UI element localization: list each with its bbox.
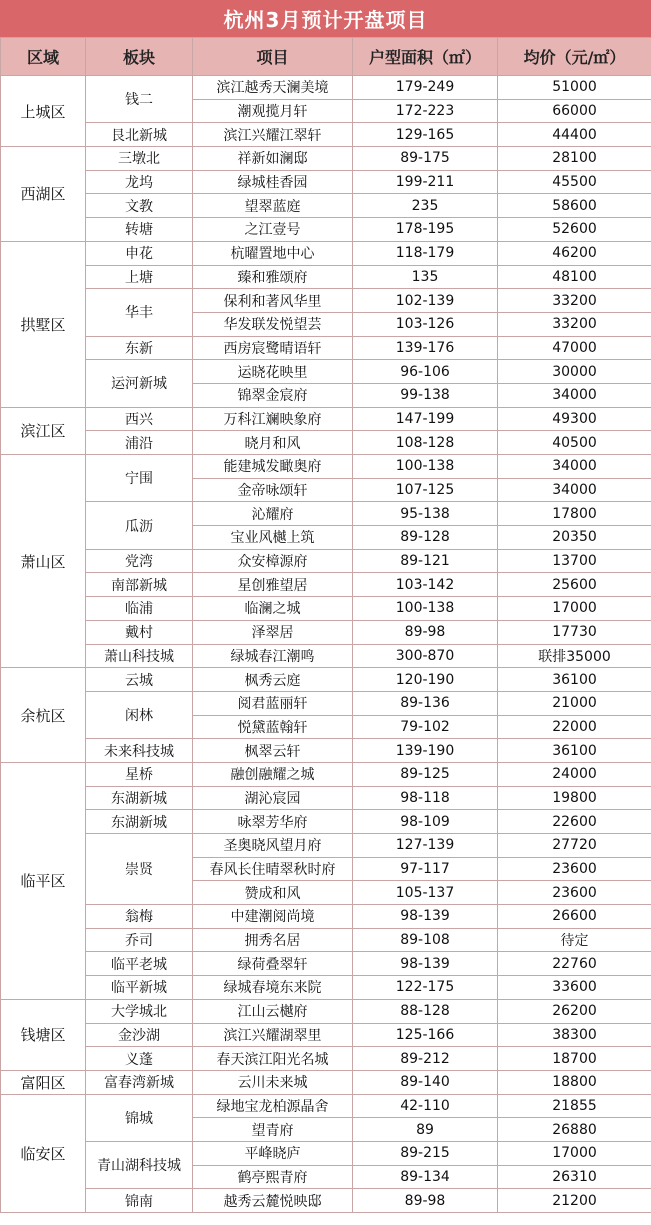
area-cell: 89-125 xyxy=(353,762,498,786)
price-cell: 18700 xyxy=(498,1047,651,1071)
project-cell: 春风长住晴翠秋时府 xyxy=(193,857,353,881)
price-cell: 36100 xyxy=(498,668,651,692)
block-cell: 锦城 xyxy=(86,1094,193,1141)
table-row xyxy=(1,691,651,715)
table-row xyxy=(1,502,651,526)
project-cell: 能建城发瞰奥府 xyxy=(193,455,353,479)
area-cell: 79-102 xyxy=(353,715,498,739)
block-cell: 临平新城 xyxy=(86,976,193,1000)
price-cell: 18800 xyxy=(498,1070,651,1094)
area-cell: 147-199 xyxy=(353,407,498,431)
price-cell: 34000 xyxy=(498,383,651,407)
project-cell: 拥秀名居 xyxy=(193,928,353,952)
district-cell: 西湖区 xyxy=(1,147,86,242)
table-row xyxy=(1,76,651,100)
price-cell: 28100 xyxy=(498,147,651,171)
area-cell: 89-175 xyxy=(353,147,498,171)
project-cell: 星创雅望居 xyxy=(193,573,353,597)
project-cell: 阅君蓝丽轩 xyxy=(193,691,353,715)
project-cell: 锦翠金宸府 xyxy=(193,383,353,407)
project-cell: 江山云樾府 xyxy=(193,999,353,1023)
project-cell: 晓月和风 xyxy=(193,431,353,455)
block-cell: 东湖新城 xyxy=(86,810,193,834)
price-cell: 33200 xyxy=(498,289,651,313)
project-cell: 春天滨江阳光名城 xyxy=(193,1047,353,1071)
block-cell: 三墩北 xyxy=(86,147,193,171)
project-cell: 西房宸鹭晴语轩 xyxy=(193,336,353,360)
project-cell: 泽翠居 xyxy=(193,620,353,644)
area-cell: 179-249 xyxy=(353,76,498,100)
project-cell: 华发联发悦望芸 xyxy=(193,312,353,336)
area-cell: 89-108 xyxy=(353,928,498,952)
project-cell: 运晓花映里 xyxy=(193,360,353,384)
block-cell: 大学城北 xyxy=(86,999,193,1023)
block-cell: 上塘 xyxy=(86,265,193,289)
price-cell: 30000 xyxy=(498,360,651,384)
area-cell: 118-179 xyxy=(353,241,498,265)
price-cell: 45500 xyxy=(498,170,651,194)
price-cell: 待定 xyxy=(498,928,651,952)
price-cell: 47000 xyxy=(498,336,651,360)
area-cell: 98-118 xyxy=(353,786,498,810)
block-cell: 锦南 xyxy=(86,1189,193,1213)
header-area: 户型面积（㎡） xyxy=(353,38,498,76)
table-row xyxy=(1,905,651,929)
block-cell: 运河新城 xyxy=(86,360,193,407)
price-cell: 34000 xyxy=(498,478,651,502)
project-cell: 鹤亭熙青府 xyxy=(193,1165,353,1189)
area-cell: 96-106 xyxy=(353,360,498,384)
project-cell: 滨江兴耀湖翠里 xyxy=(193,1023,353,1047)
project-cell: 绿城春江潮鸣 xyxy=(193,644,353,668)
area-cell: 89-212 xyxy=(353,1047,498,1071)
projects-table xyxy=(0,37,651,1213)
project-cell: 枫秀云庭 xyxy=(193,668,353,692)
area-cell: 89-140 xyxy=(353,1070,498,1094)
project-cell: 绿荷叠翠轩 xyxy=(193,952,353,976)
area-cell: 135 xyxy=(353,265,498,289)
project-cell: 之江壹号 xyxy=(193,218,353,242)
table-row xyxy=(1,1070,651,1094)
price-cell: 48100 xyxy=(498,265,651,289)
district-cell: 余杭区 xyxy=(1,668,86,763)
project-cell: 祥新如澜邸 xyxy=(193,147,353,171)
price-cell: 23600 xyxy=(498,881,651,905)
price-cell: 38300 xyxy=(498,1023,651,1047)
project-cell: 杭曜置地中心 xyxy=(193,241,353,265)
price-cell: 17000 xyxy=(498,1141,651,1165)
block-cell: 东湖新城 xyxy=(86,786,193,810)
area-cell: 300-870 xyxy=(353,644,498,668)
area-cell: 89-134 xyxy=(353,1165,498,1189)
block-cell: 金沙湖 xyxy=(86,1023,193,1047)
price-cell: 21855 xyxy=(498,1094,651,1118)
project-cell: 枫翠云轩 xyxy=(193,739,353,763)
price-cell: 19800 xyxy=(498,786,651,810)
area-cell: 100-138 xyxy=(353,597,498,621)
block-cell: 华丰 xyxy=(86,289,193,336)
project-cell: 众安樟源府 xyxy=(193,549,353,573)
project-cell: 万科江斓映象府 xyxy=(193,407,353,431)
table-row xyxy=(1,194,651,218)
price-cell: 52600 xyxy=(498,218,651,242)
table-row xyxy=(1,1047,651,1071)
table-row xyxy=(1,976,651,1000)
block-cell: 闲林 xyxy=(86,691,193,738)
header-row xyxy=(1,38,651,76)
project-cell: 咏翠芳华府 xyxy=(193,810,353,834)
area-cell: 99-138 xyxy=(353,383,498,407)
price-cell: 34000 xyxy=(498,455,651,479)
table-row xyxy=(1,170,651,194)
block-cell: 崇贤 xyxy=(86,834,193,905)
area-cell: 235 xyxy=(353,194,498,218)
table-row xyxy=(1,1023,651,1047)
district-cell: 上城区 xyxy=(1,76,86,147)
table-row xyxy=(1,455,651,479)
project-cell: 临澜之城 xyxy=(193,597,353,621)
table-row xyxy=(1,289,651,313)
price-cell: 26600 xyxy=(498,905,651,929)
project-cell: 宝业风樾上筑 xyxy=(193,526,353,550)
block-cell: 戴村 xyxy=(86,620,193,644)
district-cell: 富阳区 xyxy=(1,1070,86,1094)
table-row xyxy=(1,762,651,786)
project-cell: 平峰晓庐 xyxy=(193,1141,353,1165)
price-cell: 66000 xyxy=(498,99,651,123)
area-cell: 103-126 xyxy=(353,312,498,336)
block-cell: 临浦 xyxy=(86,597,193,621)
price-cell: 21200 xyxy=(498,1189,651,1213)
area-cell: 89-136 xyxy=(353,691,498,715)
area-cell: 178-195 xyxy=(353,218,498,242)
area-cell: 125-166 xyxy=(353,1023,498,1047)
project-cell: 滨江越秀天澜美境 xyxy=(193,76,353,100)
project-cell: 金帝咏颂轩 xyxy=(193,478,353,502)
area-cell: 98-139 xyxy=(353,905,498,929)
table-row xyxy=(1,739,651,763)
price-cell: 17000 xyxy=(498,597,651,621)
price-cell: 22600 xyxy=(498,810,651,834)
project-cell: 越秀云麓悦映邸 xyxy=(193,1189,353,1213)
block-cell: 富春湾新城 xyxy=(86,1070,193,1094)
header-block: 板块 xyxy=(86,38,193,76)
table-row xyxy=(1,952,651,976)
area-cell: 89-121 xyxy=(353,549,498,573)
district-cell: 临安区 xyxy=(1,1094,86,1212)
project-cell: 滨江兴耀江翠轩 xyxy=(193,123,353,147)
price-cell: 44400 xyxy=(498,123,651,147)
block-cell: 临平老城 xyxy=(86,952,193,976)
project-cell: 中建潮阅尚境 xyxy=(193,905,353,929)
price-cell: 36100 xyxy=(498,739,651,763)
header-district: 区域 xyxy=(1,38,86,76)
area-cell: 88-128 xyxy=(353,999,498,1023)
table-row xyxy=(1,218,651,242)
district-cell: 钱塘区 xyxy=(1,999,86,1070)
block-cell: 青山湖科技城 xyxy=(86,1141,193,1188)
area-cell: 108-128 xyxy=(353,431,498,455)
price-cell: 27720 xyxy=(498,834,651,858)
area-cell: 199-211 xyxy=(353,170,498,194)
price-cell: 58600 xyxy=(498,194,651,218)
block-cell: 未来科技城 xyxy=(86,739,193,763)
project-cell: 保利和著风华里 xyxy=(193,289,353,313)
area-cell: 89-215 xyxy=(353,1141,498,1165)
area-cell: 120-190 xyxy=(353,668,498,692)
district-cell: 萧山区 xyxy=(1,455,86,668)
table-row xyxy=(1,407,651,431)
project-cell: 融创融耀之城 xyxy=(193,762,353,786)
block-cell: 转塘 xyxy=(86,218,193,242)
price-cell: 26310 xyxy=(498,1165,651,1189)
price-cell: 13700 xyxy=(498,549,651,573)
block-cell: 南部新城 xyxy=(86,573,193,597)
project-cell: 绿城桂香园 xyxy=(193,170,353,194)
area-cell: 89 xyxy=(353,1118,498,1142)
block-cell: 萧山科技城 xyxy=(86,644,193,668)
block-cell: 东新 xyxy=(86,336,193,360)
project-cell: 圣奥晓风望月府 xyxy=(193,834,353,858)
block-cell: 申花 xyxy=(86,241,193,265)
price-cell: 联排35000 xyxy=(498,644,651,668)
price-cell: 24000 xyxy=(498,762,651,786)
table-row xyxy=(1,810,651,834)
project-cell: 云川未来城 xyxy=(193,1070,353,1094)
block-cell: 宁围 xyxy=(86,455,193,502)
price-cell: 20350 xyxy=(498,526,651,550)
area-cell: 95-138 xyxy=(353,502,498,526)
price-cell: 26880 xyxy=(498,1118,651,1142)
area-cell: 89-98 xyxy=(353,1189,498,1213)
block-cell: 龙坞 xyxy=(86,170,193,194)
price-cell: 51000 xyxy=(498,76,651,100)
price-cell: 17800 xyxy=(498,502,651,526)
table-row xyxy=(1,549,651,573)
price-cell: 33600 xyxy=(498,976,651,1000)
district-cell: 滨江区 xyxy=(1,407,86,454)
table-row xyxy=(1,147,651,171)
price-cell: 26200 xyxy=(498,999,651,1023)
area-cell: 105-137 xyxy=(353,881,498,905)
block-cell: 乔司 xyxy=(86,928,193,952)
table-row xyxy=(1,123,651,147)
price-cell: 46200 xyxy=(498,241,651,265)
district-cell: 临平区 xyxy=(1,762,86,999)
table-row xyxy=(1,999,651,1023)
table-row xyxy=(1,786,651,810)
price-cell: 23600 xyxy=(498,857,651,881)
price-cell: 40500 xyxy=(498,431,651,455)
block-cell: 文教 xyxy=(86,194,193,218)
block-cell: 义蓬 xyxy=(86,1047,193,1071)
block-cell: 星桥 xyxy=(86,762,193,786)
area-cell: 107-125 xyxy=(353,478,498,502)
header-project: 项目 xyxy=(193,38,353,76)
project-cell: 潮观揽月轩 xyxy=(193,99,353,123)
area-cell: 98-139 xyxy=(353,952,498,976)
project-cell: 臻和雅颂府 xyxy=(193,265,353,289)
table-row xyxy=(1,597,651,621)
table-row xyxy=(1,834,651,858)
price-cell: 49300 xyxy=(498,407,651,431)
area-cell: 42-110 xyxy=(353,1094,498,1118)
area-cell: 89-128 xyxy=(353,526,498,550)
block-cell: 钱二 xyxy=(86,76,193,123)
table-body xyxy=(1,76,651,1213)
area-cell: 139-176 xyxy=(353,336,498,360)
price-cell: 21000 xyxy=(498,691,651,715)
price-cell: 22000 xyxy=(498,715,651,739)
table-row xyxy=(1,928,651,952)
table-row xyxy=(1,241,651,265)
table-row xyxy=(1,431,651,455)
block-cell: 西兴 xyxy=(86,407,193,431)
project-cell: 赞成和风 xyxy=(193,881,353,905)
block-cell: 艮北新城 xyxy=(86,123,193,147)
project-cell: 望青府 xyxy=(193,1118,353,1142)
area-cell: 97-117 xyxy=(353,857,498,881)
project-cell: 悦黛蓝翰轩 xyxy=(193,715,353,739)
table-row xyxy=(1,1189,651,1213)
header-price: 均价（元/㎡） xyxy=(498,38,651,76)
project-cell: 绿城春境东来院 xyxy=(193,976,353,1000)
block-cell: 云城 xyxy=(86,668,193,692)
table-row xyxy=(1,644,651,668)
table-row xyxy=(1,668,651,692)
table-row xyxy=(1,360,651,384)
table-row xyxy=(1,336,651,360)
table-row xyxy=(1,573,651,597)
area-cell: 89-98 xyxy=(353,620,498,644)
project-cell: 沁耀府 xyxy=(193,502,353,526)
table-row xyxy=(1,620,651,644)
block-cell: 翁梅 xyxy=(86,905,193,929)
area-cell: 100-138 xyxy=(353,455,498,479)
price-cell: 25600 xyxy=(498,573,651,597)
area-cell: 98-109 xyxy=(353,810,498,834)
area-cell: 129-165 xyxy=(353,123,498,147)
area-cell: 102-139 xyxy=(353,289,498,313)
price-cell: 17730 xyxy=(498,620,651,644)
district-cell: 拱墅区 xyxy=(1,241,86,407)
area-cell: 127-139 xyxy=(353,834,498,858)
project-cell: 绿地宝龙柏源晶舍 xyxy=(193,1094,353,1118)
block-cell: 瓜沥 xyxy=(86,502,193,549)
table-row xyxy=(1,1141,651,1165)
project-cell: 湖沁宸园 xyxy=(193,786,353,810)
block-cell: 浦沿 xyxy=(86,431,193,455)
area-cell: 172-223 xyxy=(353,99,498,123)
project-cell: 望翠蓝庭 xyxy=(193,194,353,218)
area-cell: 122-175 xyxy=(353,976,498,1000)
price-cell: 22760 xyxy=(498,952,651,976)
area-cell: 139-190 xyxy=(353,739,498,763)
block-cell: 党湾 xyxy=(86,549,193,573)
table-row xyxy=(1,265,651,289)
table-row xyxy=(1,1094,651,1118)
page-title: 杭州3月预计开盘项目 xyxy=(0,0,651,37)
price-cell: 33200 xyxy=(498,312,651,336)
area-cell: 103-142 xyxy=(353,573,498,597)
